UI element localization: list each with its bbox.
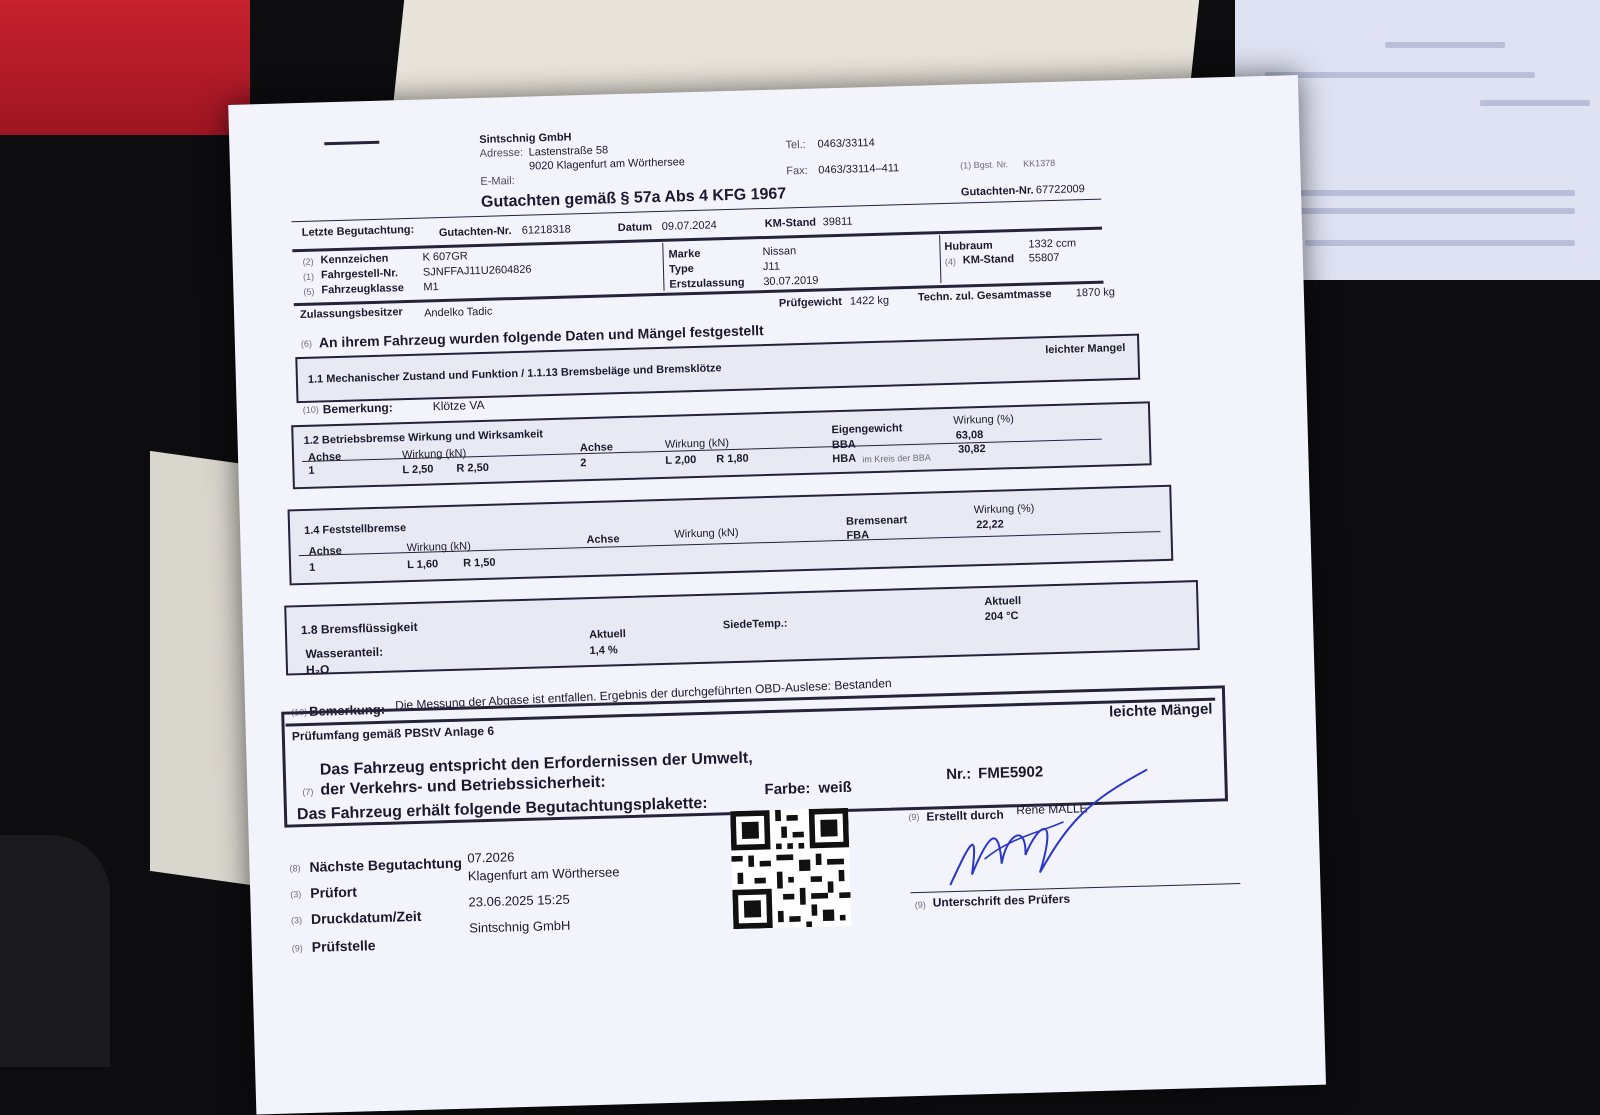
remark2-label: Bemerkung: bbox=[308, 701, 386, 719]
km-label: KM-Stand bbox=[962, 253, 1015, 267]
axle-2-right: R 1,80 bbox=[716, 452, 749, 466]
text-line bbox=[1275, 208, 1575, 214]
divider bbox=[939, 235, 941, 283]
field-number: (3) bbox=[290, 889, 302, 900]
signature bbox=[907, 759, 1171, 896]
ez-value: 30.07.2019 bbox=[763, 274, 819, 289]
verdict-line1: Das Fahrzeug entspricht den Erfordernissen der Umwelt, bbox=[319, 749, 753, 779]
pruefumfang: Prüfumfang gemäß PBStV Anlage 6 bbox=[291, 723, 495, 744]
bgst-label: (1) Bgst. Nr. bbox=[960, 159, 1009, 171]
remark-value: Klötze VA bbox=[432, 397, 485, 414]
text-line bbox=[1265, 72, 1535, 78]
field-number: (1) bbox=[302, 271, 315, 282]
besitzer-value: Andelko Tadic bbox=[423, 305, 493, 320]
last-nr-label: Gutachten-Nr. bbox=[438, 225, 512, 240]
h2o-label: H₂O bbox=[305, 662, 330, 677]
achse-label: Achse bbox=[307, 450, 342, 464]
achse-label: Achse bbox=[308, 544, 342, 558]
field-number: (7) bbox=[302, 786, 314, 798]
bgst-nr: KK1378 bbox=[1023, 157, 1056, 169]
gesamtmasse-value: 1870 kg bbox=[1075, 286, 1116, 300]
hubraum-label: Hubraum bbox=[944, 239, 993, 253]
siede-label: SiedeTemp.: bbox=[722, 617, 788, 632]
aktuell-label: Aktuell bbox=[984, 594, 1022, 609]
axle-1: 1 bbox=[308, 561, 316, 574]
logo-mark bbox=[324, 141, 379, 146]
last-date: 09.07.2024 bbox=[661, 219, 717, 233]
fax-value: 0463/33114–411 bbox=[818, 162, 900, 177]
remark2-value: Die Messung der Abgase ist entfallen. Ergebnis der durchgeführten OBD-Auslese: Bestanden bbox=[394, 675, 892, 713]
field-number: (3) bbox=[290, 915, 303, 926]
section-1-2 bbox=[291, 401, 1151, 489]
kz-value: K 607GR bbox=[422, 250, 468, 264]
text-line bbox=[1275, 190, 1575, 196]
field-number: (10) bbox=[291, 706, 308, 718]
axle-1-left: L 2,50 bbox=[402, 463, 434, 477]
qr-code bbox=[730, 808, 851, 929]
company-name: Sintschnig GmbH bbox=[479, 131, 572, 146]
achse-label: Achse bbox=[586, 533, 620, 547]
field-number: (5) bbox=[303, 286, 315, 297]
axle-1: 1 bbox=[308, 464, 315, 477]
field-number: (4) bbox=[944, 256, 957, 267]
marke-value: Nissan bbox=[762, 245, 797, 259]
last-inspection-label: Letzte Begutachtung: bbox=[301, 223, 415, 239]
ez-label: Erstzulassung bbox=[669, 276, 745, 291]
wasser-label: Wasseranteil: bbox=[305, 644, 384, 661]
remark-label: Bemerkung: bbox=[322, 400, 393, 417]
wasser-value: 1,4 % bbox=[589, 644, 618, 658]
unterschrift-label: Unterschrift des Prüfers bbox=[932, 891, 1071, 910]
marke-label: Marke bbox=[668, 247, 701, 261]
wirkung-label: Wirkung (kN) bbox=[674, 526, 739, 541]
erstellt-value: Rene MALLE bbox=[1016, 801, 1088, 818]
wirkung-label: Wirkung (kN) bbox=[406, 540, 471, 555]
pruefstelle-value: Sintschnig GmbH bbox=[469, 917, 571, 936]
type-label: Type bbox=[668, 263, 694, 276]
besitzer-label: Zulassungsbesitzer bbox=[299, 306, 403, 322]
fin-label: Fahrgestell-Nr. bbox=[320, 267, 399, 282]
plakette-nr-label: Nr.: bbox=[945, 765, 972, 784]
hba-note: im Kreis der BBA bbox=[862, 452, 931, 465]
pruefstelle-label: Prüfstelle bbox=[311, 937, 376, 955]
tel-value: 0463/33114 bbox=[817, 136, 876, 151]
text-line bbox=[1305, 240, 1575, 246]
text-line bbox=[1480, 100, 1590, 106]
section-1-1-title: 1.1 Mechanischer Zustand und Funktion / 1.1.13 Bremsbeläge und Bremsklötze bbox=[307, 362, 722, 386]
erstellt-label: Erstellt durch bbox=[926, 807, 1004, 824]
axle-1-right: R 2,50 bbox=[456, 461, 490, 475]
field-number: (9) bbox=[914, 899, 926, 911]
farbe-label: Farbe: bbox=[764, 779, 811, 799]
section-1-1-level: leichter Mangel bbox=[1045, 341, 1126, 357]
plakette-text: Das Fahrzeug erhält folgende Begutachtungsplakette: bbox=[296, 794, 708, 824]
section-1-4-title: 1.4 Feststellbremse bbox=[303, 522, 407, 537]
black-object bbox=[0, 835, 110, 1067]
druck-value: 23.06.2025 15:25 bbox=[468, 891, 570, 910]
pruefgewicht-label: Prüfgewicht bbox=[778, 295, 843, 310]
fin-value: SJNFFAJ11U2604826 bbox=[422, 263, 532, 279]
field-number: (2) bbox=[302, 256, 314, 267]
hba-label: HBA bbox=[832, 452, 857, 466]
section-1-8 bbox=[284, 580, 1200, 675]
tel-label: Tel.: bbox=[785, 138, 806, 152]
address-line2: 9020 Klagenfurt am Wörthersee bbox=[528, 156, 686, 173]
next-label: Nächste Begutachtung bbox=[309, 854, 463, 875]
farbe-value: weiß bbox=[818, 778, 853, 797]
gutachten-nr-label: Gutachten-Nr. bbox=[960, 184, 1034, 199]
bba-label: BBA bbox=[831, 438, 856, 452]
siede-value: 204 °C bbox=[984, 610, 1019, 624]
verdict-line2: der Verkehrs- und Betriebssicherheit: bbox=[320, 773, 606, 799]
last-date-label: Datum bbox=[617, 221, 653, 235]
field-number: (9) bbox=[908, 811, 920, 823]
wirkung-pct-label: Wirkung (%) bbox=[953, 413, 1014, 427]
wirkung-label: Wirkung (kN) bbox=[664, 437, 730, 451]
inspection-report bbox=[228, 75, 1326, 1114]
last-nr: 61218318 bbox=[521, 223, 571, 237]
wirkung-label: Wirkung (kN) bbox=[401, 447, 467, 462]
last-km: 39811 bbox=[822, 215, 853, 229]
divider bbox=[662, 243, 664, 291]
klasse-label: Fahrzeugklasse bbox=[321, 282, 405, 297]
email-label: E-Mail: bbox=[480, 174, 515, 188]
next-value: 07.2026 bbox=[467, 849, 515, 866]
axle-1-right: R 1,50 bbox=[462, 556, 496, 570]
fax-label: Fax: bbox=[786, 164, 808, 178]
kz-label: Kennzeichen bbox=[320, 252, 389, 267]
last-km-label: KM-Stand bbox=[764, 216, 817, 231]
druck-label: Druckdatum/Zeit bbox=[310, 907, 422, 927]
hubraum-value: 1332 ccm bbox=[1028, 237, 1077, 251]
eigengewicht-label: Eigengewicht bbox=[831, 422, 903, 437]
km-value: 55807 bbox=[1028, 251, 1060, 265]
report-title: Gutachten gemäß § 57a Abs 4 KFG 1967 bbox=[480, 185, 787, 211]
klasse-value: M1 bbox=[423, 281, 439, 294]
pruefort-value: Klagenfurt am Wörthersee bbox=[467, 864, 620, 884]
aktuell-label: Aktuell bbox=[588, 628, 626, 642]
red-folder bbox=[0, 0, 250, 135]
axle-2: 2 bbox=[580, 457, 587, 470]
axle-1-left: L 1,60 bbox=[406, 558, 439, 572]
maengel-heading: An ihrem Fahrzeug wurden folgende Daten und Mängel festgestellt bbox=[318, 322, 764, 351]
gesamtmasse-label: Techn. zul. Gesamtmasse bbox=[917, 288, 1052, 304]
hba-value: 30,82 bbox=[957, 442, 986, 456]
wirkung-pct-label: Wirkung (%) bbox=[973, 502, 1035, 517]
field-number: (6) bbox=[300, 338, 313, 349]
pruefort-label: Prüfort bbox=[310, 883, 358, 901]
type-value: J11 bbox=[762, 260, 781, 274]
section-1-4 bbox=[288, 485, 1174, 586]
section-1-8-title: 1.8 Bremsflüssigkeit bbox=[300, 619, 418, 638]
axle-2-left: L 2,00 bbox=[665, 454, 697, 467]
section-1-2-title: 1.2 Betriebsbremse Wirkung und Wirksamkeit bbox=[303, 428, 544, 447]
text-line bbox=[1385, 42, 1505, 48]
plakette-nr: FME5902 bbox=[977, 763, 1044, 783]
field-number: (9) bbox=[291, 943, 303, 954]
gutachten-nr: 67722009 bbox=[1035, 183, 1086, 197]
fba-value: 22,22 bbox=[976, 518, 1004, 532]
result-level: leichte Mängel bbox=[1108, 700, 1213, 721]
field-number: (10) bbox=[302, 404, 319, 415]
fba-label: FBA bbox=[846, 529, 870, 542]
pruefgewicht-value: 1422 kg bbox=[849, 294, 890, 308]
bremsenart-label: Bremsenart bbox=[845, 514, 908, 528]
address-line1: Lastenstraße 58 bbox=[528, 144, 609, 159]
address-label: Adresse: bbox=[479, 146, 524, 160]
field-number: (8) bbox=[289, 863, 301, 874]
bba-value: 63,08 bbox=[955, 428, 984, 442]
achse-label: Achse bbox=[579, 441, 614, 455]
